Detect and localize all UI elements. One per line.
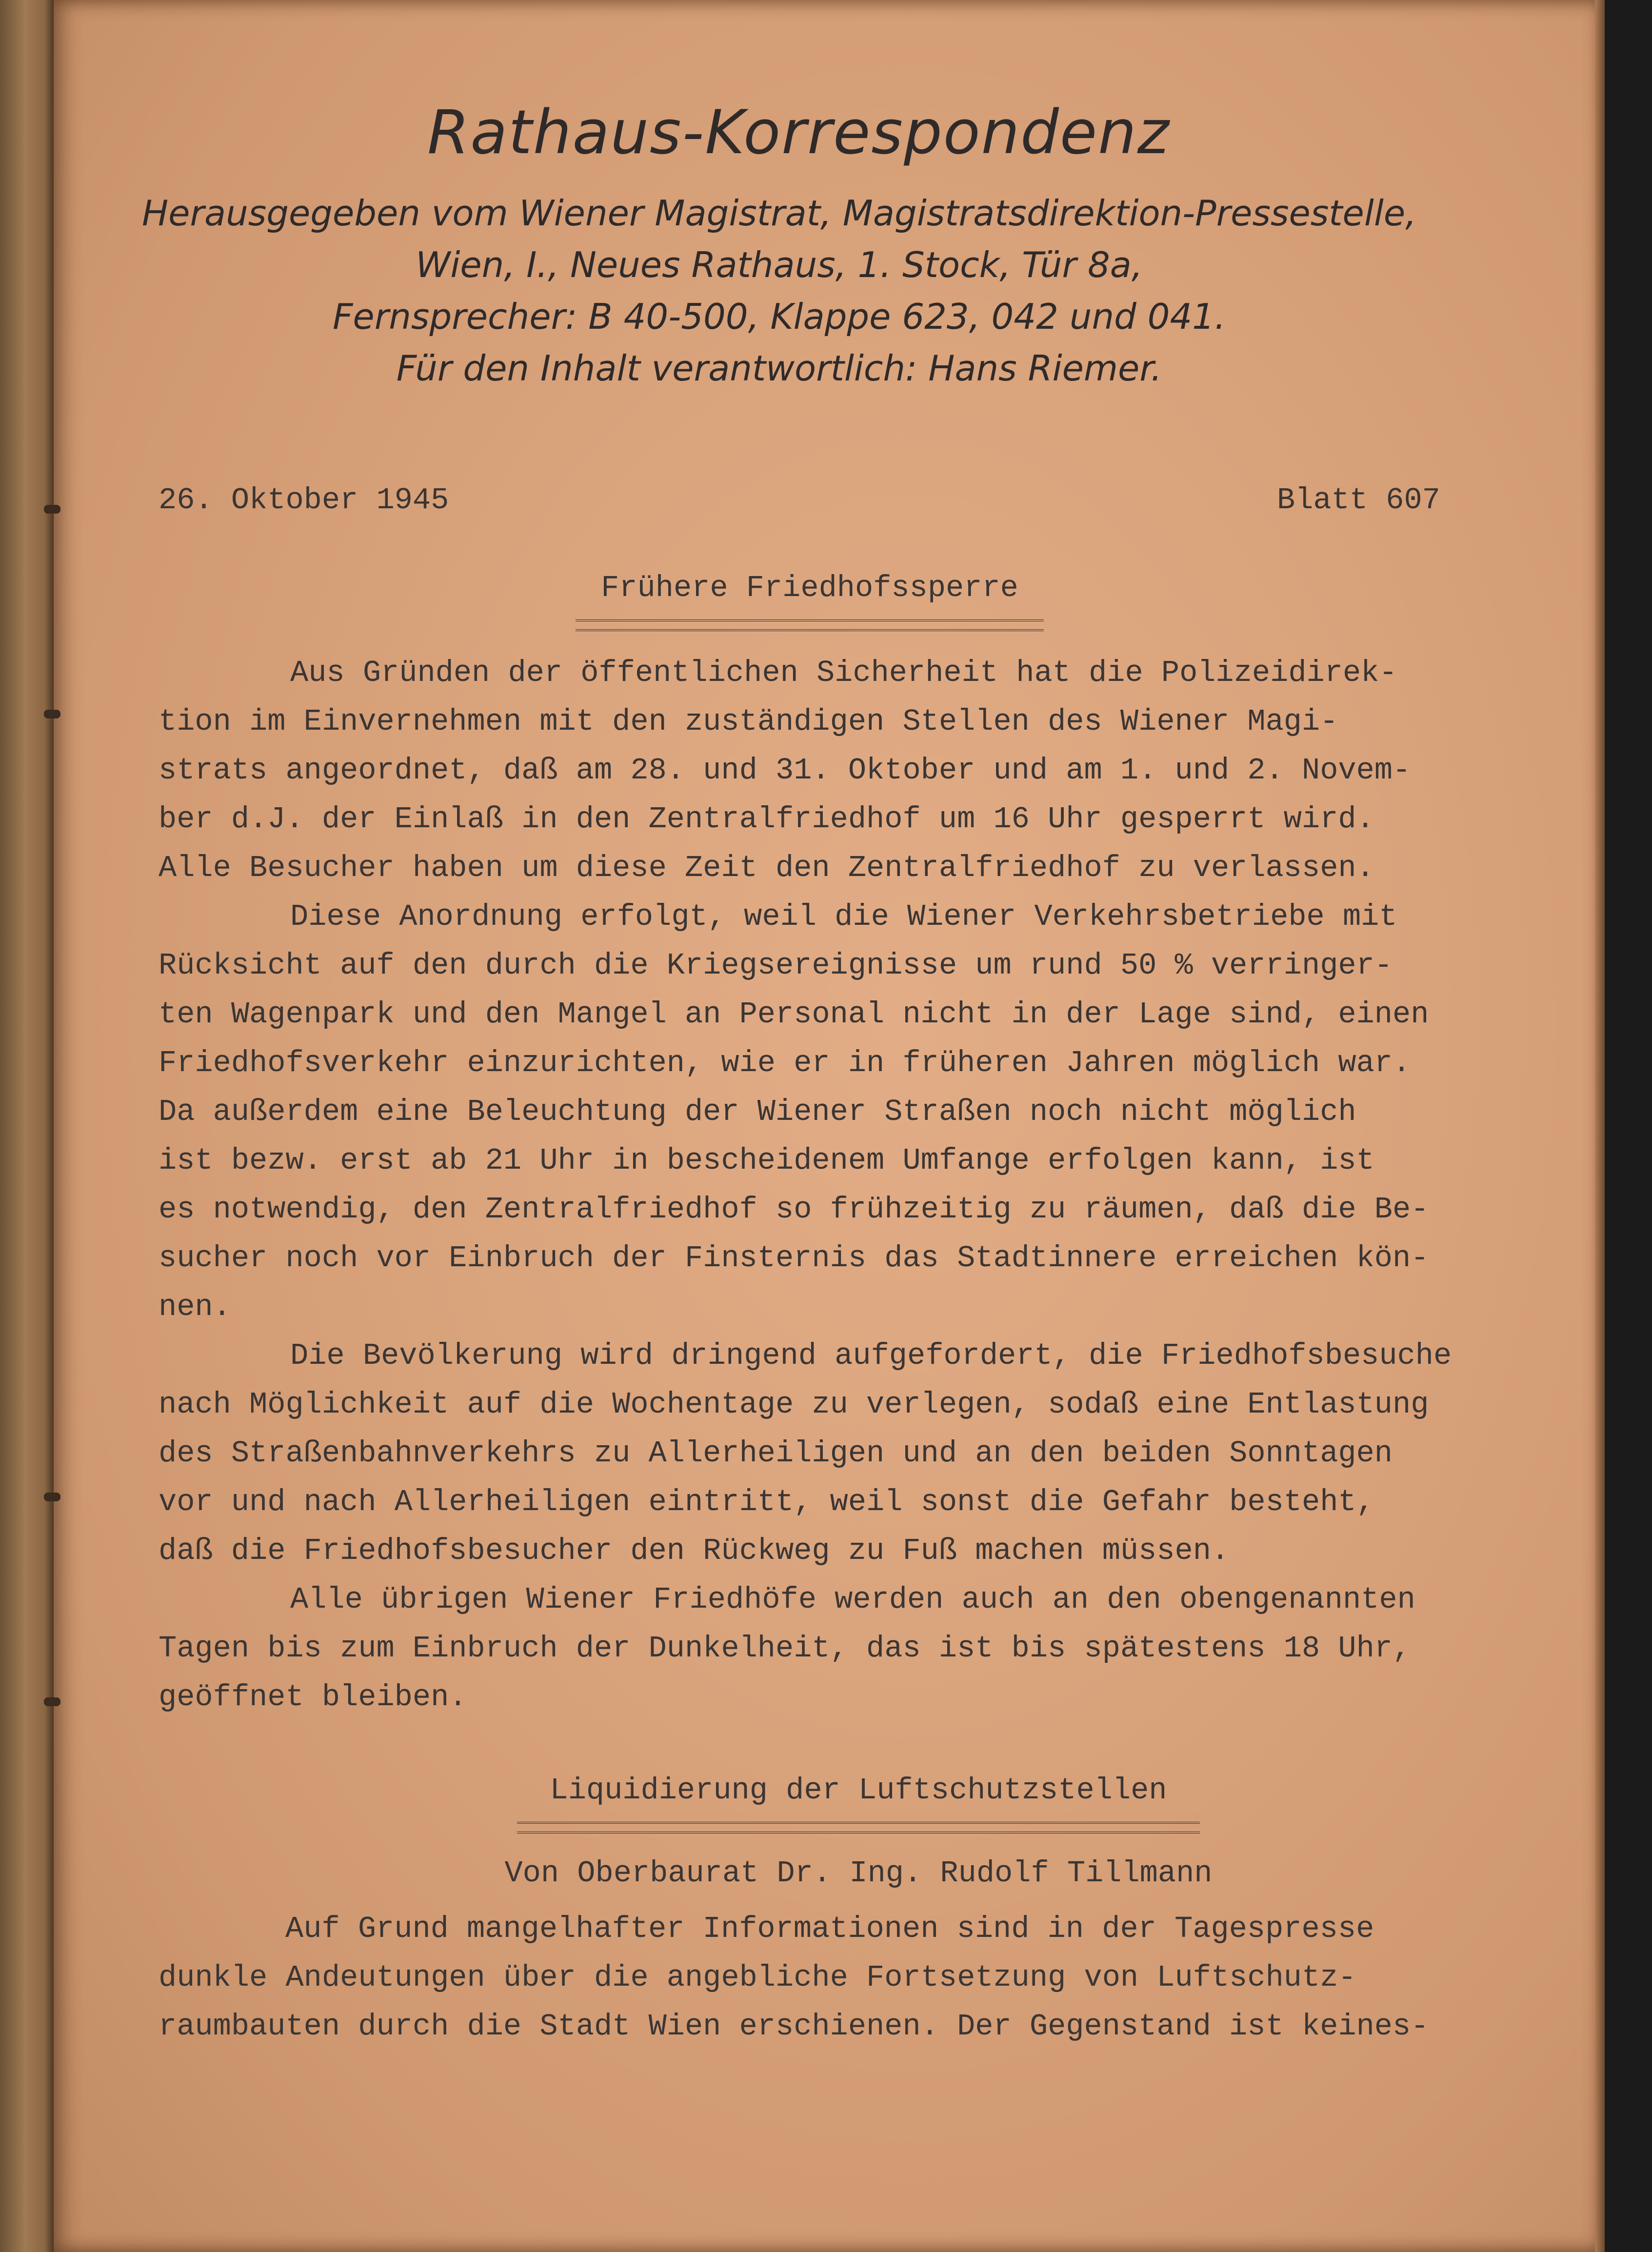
article-paragraph [159, 649, 1553, 893]
text-line: es notwendig, den Zentralfriedhof so frühzeitig zu räumen, daß die Be- [159, 1192, 1429, 1227]
text-line: Alle Besucher haben um diese Zeit den Zentralfriedhof zu verlassen. [159, 851, 1374, 885]
text-line: dunkle Andeutungen über die angebliche Fortsetzung von Luftschutz- [159, 1960, 1356, 1995]
address-line: Wien, I., Neues Rathaus, 1. Stock, Tür 8a, [416, 244, 1143, 285]
text-line: Rücksicht auf den durch die Kriegsereignisse um rund 50 % verringer- [159, 948, 1393, 983]
article-paragraph [159, 1905, 1553, 2051]
binding-hole [44, 1697, 60, 1706]
text-line: ber d.J. der Einlaß in den Zentralfriedhof um 16 Uhr gesperrt wird. [159, 802, 1374, 837]
byline: Von Oberbaurat Dr. Ing. Rudolf Tillmann [504, 1856, 1213, 1891]
phone-line: Fernsprecher: B 40-500, Klappe 623, 042 und 041. [332, 296, 1226, 337]
text-line: sucher noch vor Einbruch der Finsternis das Stadtinnere erreichen kön- [159, 1241, 1429, 1275]
text-line: Auf Grund mangelhafter Informationen sind in der Tagespresse [285, 1912, 1374, 1946]
text-line: des Straßenbahnverkehrs zu Allerheiligen und an den beiden Sonntagen [159, 1436, 1393, 1471]
article-paragraph [159, 893, 1553, 1332]
text-line: Tagen bis zum Einbruch der Dunkelheit, das ist bis spätestens 18 Uhr, [159, 1631, 1411, 1666]
text-line: ist bezw. erst ab 21 Uhr in bescheidenem Umfange erfolgen kann, ist [159, 1143, 1374, 1178]
text-line: ten Wagenpark und den Mangel an Personal nicht in der Lage sind, einen [159, 997, 1429, 1032]
text-line: nach Möglichkeit auf die Wochentage zu verlegen, sodaß eine Entlastung [159, 1387, 1429, 1422]
article-paragraph [159, 1575, 1553, 1722]
text-line: Friedhofsverkehr einzurichten, wie er in früheren Jahren möglich war. [159, 1046, 1411, 1080]
text-line: Die Bevölkerung wird dringend aufgefordert, die Friedhofsbesuche [290, 1338, 1452, 1373]
responsible-line: Für den Inhalt verantwortlich: Hans Riemer. [396, 348, 1162, 389]
article-paragraph [159, 1332, 1553, 1575]
text-line: geöffnet bleiben. [159, 1680, 467, 1714]
article-title: Frühere Friedhofssperre [601, 571, 1018, 605]
masthead [54, 98, 1602, 394]
title-underline [517, 1822, 1200, 1833]
binding-hole [44, 710, 60, 718]
text-line: Aus Gründen der öffentlichen Sicherheit hat die Polizeidirek- [290, 656, 1397, 690]
text-line: daß die Friedhofsbesucher den Rückweg zu Fuß machen müssen. [159, 1534, 1230, 1568]
text-line: Diese Anordnung erfolgt, weil die Wiener Verkehrsbetriebe mit [290, 899, 1397, 934]
sheet-number: Blatt 607 [1277, 483, 1440, 518]
title-underline [576, 619, 1044, 631]
text-line: Da außerdem eine Beleuchtung der Wiener Straßen noch nicht möglich [159, 1095, 1356, 1129]
binding-hole [44, 505, 60, 514]
date: 26. Oktober 1945 [159, 483, 449, 518]
text-line: raumbauten durch die Stadt Wien erschienen. Der Gegenstand ist keines- [159, 2009, 1429, 2044]
publication-title: Rathaus-Korrespondenz [427, 98, 1170, 168]
text-line: Alle übrigen Wiener Friedhöfe werden auch an den obengenannten [290, 1582, 1415, 1617]
text-line: vor und nach Allerheiligen eintritt, weil sonst die Gefahr besteht, [159, 1485, 1374, 1519]
publisher-line: Herausgegeben vom Wiener Magistrat, Magistratsdirektion-Pressestelle, [141, 193, 1417, 234]
text-line: nen. [159, 1290, 231, 1324]
binding-hole [44, 1493, 60, 1501]
text-line: strats angeordnet, daß am 28. und 31. Oktober und am 1. und 2. Novem- [159, 753, 1411, 788]
article-title: Liquidierung der Luftschutzstellen [550, 1773, 1167, 1808]
text-line: tion im Einvernehmen mit den zuständigen Stellen des Wiener Magi- [159, 704, 1338, 739]
